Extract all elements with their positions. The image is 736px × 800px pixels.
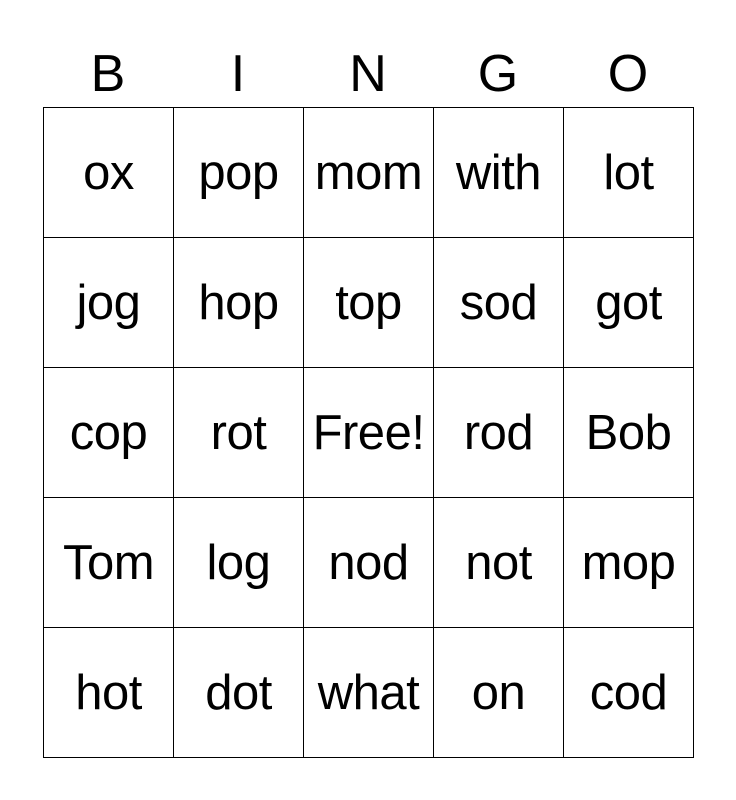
header-letter-i: I — [230, 44, 246, 103]
bingo-cell[interactable]: what — [304, 628, 434, 758]
bingo-cell[interactable]: got — [564, 238, 694, 368]
bingo-cell[interactable]: log — [174, 498, 304, 628]
bingo-cell[interactable]: on — [434, 628, 564, 758]
free-space-cell[interactable]: Free! — [304, 368, 434, 498]
bingo-grid — [43, 107, 694, 758]
bingo-cell[interactable]: with — [434, 108, 564, 238]
bingo-cell[interactable]: ox — [44, 108, 174, 238]
header-letter-g: G — [477, 44, 519, 103]
header-letter-n: N — [349, 44, 387, 103]
bingo-cell[interactable]: Tom — [44, 498, 174, 628]
bingo-cell[interactable]: cod — [564, 628, 694, 758]
bingo-cell[interactable]: sod — [434, 238, 564, 368]
bingo-cell[interactable]: hot — [44, 628, 174, 758]
bingo-cell[interactable]: nod — [304, 498, 434, 628]
bingo-cell[interactable]: mop — [564, 498, 694, 628]
bingo-cell[interactable]: not — [434, 498, 564, 628]
bingo-header — [43, 0, 693, 107]
bingo-cell[interactable]: rod — [434, 368, 564, 498]
bingo-cell[interactable]: lot — [564, 108, 694, 238]
header-letter-b: B — [90, 44, 126, 103]
bingo-cell[interactable]: top — [304, 238, 434, 368]
bingo-cell[interactable]: cop — [44, 368, 174, 498]
bingo-cell[interactable]: pop — [174, 108, 304, 238]
header-letter-o: O — [607, 44, 649, 103]
bingo-cell[interactable]: Bob — [564, 368, 694, 498]
bingo-cell[interactable]: rot — [174, 368, 304, 498]
bingo-cell[interactable]: jog — [44, 238, 174, 368]
bingo-cell[interactable]: dot — [174, 628, 304, 758]
bingo-card — [43, 0, 693, 758]
bingo-cell[interactable]: hop — [174, 238, 304, 368]
bingo-cell[interactable]: mom — [304, 108, 434, 238]
